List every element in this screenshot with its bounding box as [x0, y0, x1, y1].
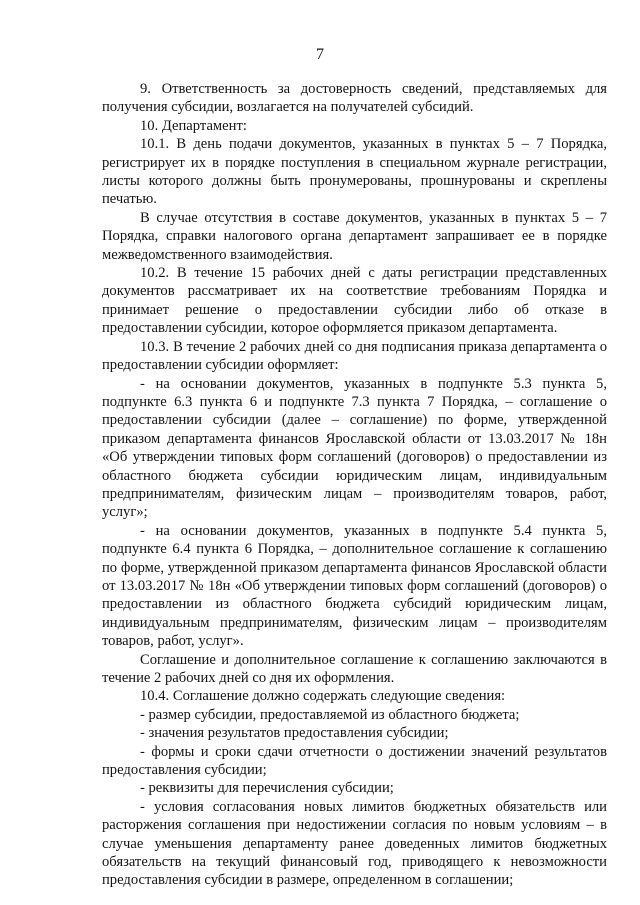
paragraph-tax-certificate: В случае отсутствия в составе документов, указанных в пунктах 5 – 7 Порядка, справки налогового органа департамент запрашивает ее в порядке межведомственного взаимодействия.	[102, 209, 607, 263]
paragraph-10-2-review: 10.2. В течение 15 рабочих дней с даты регистрации представленных документов рассматривает их на соответствие требованиям Порядка и принимает решение о предоставлении субсидии либо об отказе в предоставлении субсидии, которое оформляется приказом департамента.	[102, 265, 607, 337]
paragraph-10-1-registration: 10.1. В день подачи документов, указанных в пунктах 5 – 7 Порядка, регистрирует их в порядке поступления в специальном журнале регистрации, листы которого должны быть пронумерованы, прошнурованы и скреплены печатью.	[102, 136, 607, 208]
document-body	[102, 80, 607, 890]
list-item-agreement: - на основании документов, указанных в подпункте 5.3 пункта 5, подпункте 6.3 пункта 6 и подпункте 7.3 пункта 7 Порядка, – соглашение о предоставлении субсидии (далее – соглашение) по форме, утвержденной приказом департамента финансов Ярославской области от 13.03.2017 № 18н «Об утверждении типовых форм соглашений (договоров) о предоставлении из областного бюджета субсидии юридическим лицам, индивидуальным предпринимателям, физическим лицам – производителям товаров, работ, услуг»;	[102, 375, 607, 521]
paragraph-10-3-formalization: 10.3. В течение 2 рабочих дней со дня подписания приказа департамента о предоставлении субсидии оформляет:	[102, 338, 607, 374]
paragraph-9-responsibility: 9. Ответственность за достоверность сведений, представляемых для получения субсидии, возлагается на получателей субсидий.	[102, 81, 607, 116]
list-item-bank-details: - реквизиты для перечисления субсидии;	[140, 780, 394, 797]
paragraph-10-department: 10. Департамент:	[140, 117, 247, 134]
list-item-result-values: - значения результатов предоставления субсидии;	[140, 725, 449, 742]
list-item-subsidy-amount: - размер субсидии, предоставляемой из областного бюджета;	[140, 706, 520, 723]
list-item-additional-agreement: - на основании документов, указанных в подпункте 5.4 пункта 5, подпункте 6.4 пункта 6 Порядка, – дополнительное соглашение к соглашению по форме, утвержденной приказом департамента финансов Ярославской области от 13.03.2017 № 18н «Об утверждении типовых форм соглашений (договоров) о предоставлении из областного бюджета субсидий юридическим лицам, индивидуальным предпринимателям, физическим лицам – производителям товаров, работ, услуг».	[102, 522, 607, 650]
list-item-limit-conditions: - условия согласования новых лимитов бюджетных обязательств или расторжения соглашения при недостижении согласия по новым условиям – в случае уменьшения департаменту ранее доведенных лимитов бюджетных обязательств на текущий финансовый год, приводящего к невозможности предоставления субсидии в размере, определенном в соглашении;	[102, 798, 607, 889]
paragraph-10-4-contents: 10.4. Соглашение должно содержать следующие сведения:	[140, 688, 506, 705]
page-number: 7	[316, 46, 324, 63]
list-item-reporting-forms: - формы и сроки сдачи отчетности о достижении значений результатов предоставления субсидии;	[102, 743, 607, 779]
paragraph-agreement-conclusion: Соглашение и дополнительное соглашение к соглашению заключаются в течение 2 рабочих дней со дня их оформления.	[102, 651, 607, 686]
